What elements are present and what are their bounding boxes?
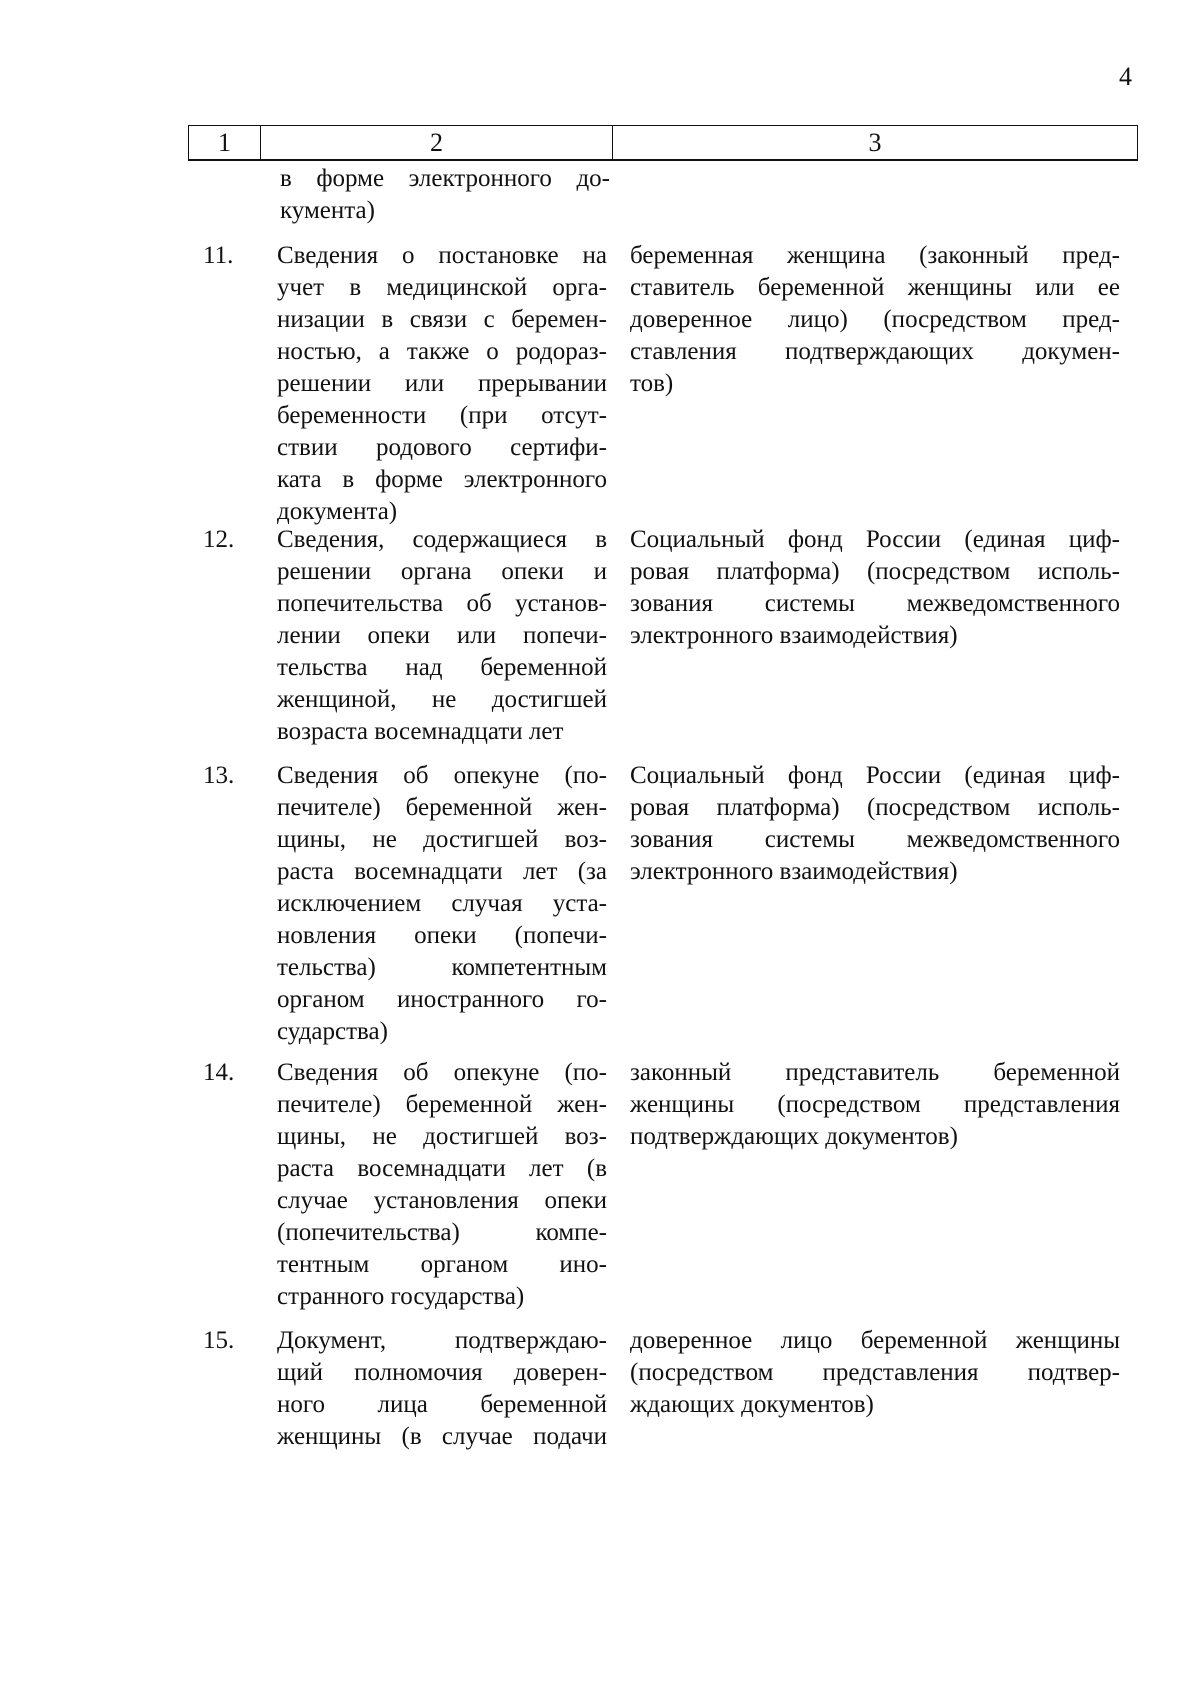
text-line: попечительства об установ- [277,590,607,617]
text-line: документа) [277,498,398,525]
row-number: 14. [203,1059,235,1086]
text-line: тельства) компетентным [277,954,607,981]
text-line: женщины (в случае подачи [277,1423,607,1450]
column-header-1: 1 [189,126,261,159]
text-line: Сведения об опекуне (по- [277,1059,607,1086]
text-line: тентным органом ино- [277,1251,607,1278]
text-line: ставления подтверждающих докумен- [630,338,1120,365]
text-line: органом иностранного го- [277,986,607,1013]
text-line: Социальный фонд России (единая циф- [630,762,1120,789]
text-line: учет в медицинской орга- [277,274,607,301]
text-line: Социальный фонд России (единая циф- [630,526,1120,553]
text-line: ровая платформа) (посредством исполь- [630,558,1120,585]
text-line: новления опеки (попечи- [277,922,607,949]
document-description [277,1325,607,1453]
text-line: доверенное лицо) (посредством пред- [630,306,1120,333]
text-line: кумента) [280,197,375,224]
text-line: исключением случая уста- [277,890,607,917]
text-line: беременности (при отсут- [277,402,607,429]
text-line: зования системы межведомственного [630,590,1120,617]
document-source [630,760,1120,888]
text-line: Сведения об опекуне (по- [277,762,607,789]
text-line: решении или прерывании [277,370,607,397]
column-header-2: 2 [261,126,613,159]
text-line: женщиной, не достигшей [277,686,607,713]
text-line: печителе) беременной жен- [277,1091,607,1118]
document-description [277,760,607,1048]
text-line: зования системы межведомственного [630,826,1120,853]
text-line: (попечительства) компе- [277,1219,607,1246]
text-line: женщины (посредством представления [630,1091,1120,1118]
text-line: решении органа опеки и [277,558,607,585]
row-number: 12. [203,526,235,553]
row-number: 11. [203,242,234,269]
text-line: щий полномочия доверен- [277,1359,607,1386]
text-line: щины, не достигшей воз- [277,826,607,853]
text-line: печителе) беременной жен- [277,794,607,821]
document-source [630,240,1120,400]
document-source [630,1057,1120,1153]
document-description [277,240,607,528]
page-number: 4 [1119,62,1132,91]
text-line: Сведения, содержащиеся в [277,526,607,553]
text-line: ностью, а также о родораз- [277,338,607,365]
text-line: беременная женщина (законный пред- [630,242,1120,269]
row-number: 15. [203,1327,235,1354]
text-line: доверенное лицо беременной женщины [630,1327,1120,1354]
document-description [277,1057,607,1313]
text-line: подтверждающих документов) [630,1123,958,1150]
text-line: ного лица беременной [277,1391,607,1418]
text-line: в форме электронного до- [280,165,610,192]
text-line: электронного взаимодействия) [630,622,958,649]
text-line: сударства) [277,1018,388,1045]
document-source [630,1325,1120,1421]
text-line: низации в связи с беремен- [277,306,607,333]
text-line: ката в форме электронного [277,466,607,493]
text-line: лении опеки или попечи- [277,622,607,649]
text-line: возраста восемнадцати лет [277,718,564,745]
text-line: (посредством представления подтвер- [630,1359,1120,1386]
text-line: ствии родового сертифи- [277,434,607,461]
text-line: ставитель беременной женщины или ее [630,274,1120,301]
table-header [188,125,1138,161]
column-header-3: 3 [868,127,882,157]
document-description [277,524,607,748]
text-line: ровая платформа) (посредством исполь- [630,794,1120,821]
text-line: случае установления опеки [277,1187,607,1214]
continued-text [280,163,610,227]
text-line: тельства над беременной [277,654,607,681]
text-line: раста восемнадцати лет (за [277,858,607,885]
row-number: 13. [203,762,235,789]
text-line: странного государства) [277,1283,525,1310]
text-line: ждающих документов) [630,1391,874,1418]
text-line: тов) [630,370,674,397]
text-line: раста восемнадцати лет (в [277,1155,607,1182]
document-source [630,524,1120,652]
text-line: Документ, подтверждаю- [277,1327,607,1354]
text-line: электронного взаимодействия) [630,858,958,885]
text-line: законный представитель беременной [630,1059,1120,1086]
text-line: щины, не достигшей воз- [277,1123,607,1150]
text-line: Сведения о постановке на [277,242,607,269]
